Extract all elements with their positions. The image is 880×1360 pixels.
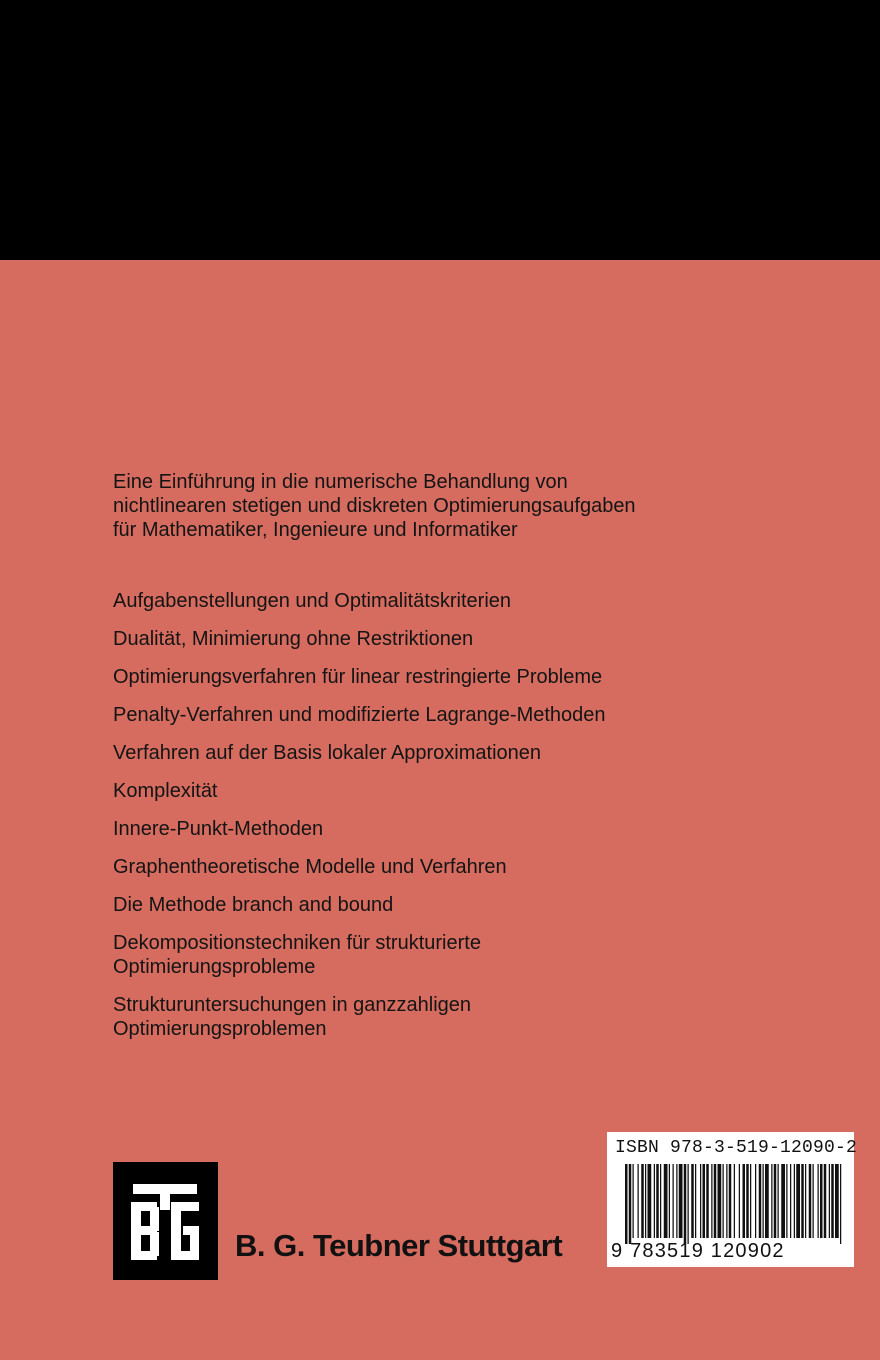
barcode-bar xyxy=(794,1164,795,1238)
barcode-bar xyxy=(676,1164,677,1238)
barcode-bar xyxy=(629,1164,632,1244)
barcode-bar xyxy=(771,1164,772,1238)
barcode-bar xyxy=(829,1164,830,1238)
barcode-bar xyxy=(796,1164,800,1238)
barcode-bar xyxy=(835,1164,839,1238)
intro-line: Eine Einführung in die numerische Behandlung von xyxy=(113,471,568,493)
topic-line: Verfahren auf der Basis lokaler Approximationen xyxy=(113,742,542,764)
barcode-bar xyxy=(654,1164,655,1238)
publisher-logo xyxy=(113,1162,218,1280)
barcode-bar xyxy=(679,1164,683,1238)
topic-item xyxy=(113,855,853,879)
barcode-bar xyxy=(824,1164,827,1238)
teubner-logo-icon xyxy=(113,1162,218,1280)
barcode-bar xyxy=(706,1164,709,1238)
intro-line: für Mathematiker, Ingenieure und Informatiker xyxy=(113,519,518,541)
topic-item xyxy=(113,741,853,765)
barcode-bar xyxy=(765,1164,769,1238)
barcode-bar xyxy=(648,1164,652,1238)
topic-item xyxy=(113,665,853,689)
barcode-bar xyxy=(739,1164,740,1238)
barcode-bar xyxy=(840,1164,841,1244)
barcode-bar xyxy=(660,1164,661,1238)
barcode-bar xyxy=(645,1164,646,1238)
topic-line: Penalty-Verfahren und modifizierte Lagrange-Methoden xyxy=(113,704,606,726)
barcode-bar xyxy=(695,1164,696,1238)
barcode-bar xyxy=(801,1164,804,1238)
barcode-bar xyxy=(755,1164,756,1238)
topic-line: Innere-Punkt-Methoden xyxy=(113,818,324,840)
barcode-bar xyxy=(625,1164,628,1244)
barcode-bar xyxy=(711,1164,712,1238)
barcode-bar xyxy=(726,1164,727,1238)
topic-item xyxy=(113,993,853,1041)
barcode-bar xyxy=(734,1164,735,1238)
barcode-bar xyxy=(778,1164,779,1238)
top-black-band xyxy=(0,0,880,260)
barcode-bar xyxy=(820,1164,823,1238)
barcode-bar xyxy=(774,1164,777,1238)
topic-item xyxy=(113,931,853,979)
barcode-bar xyxy=(684,1164,687,1244)
barcode-bar xyxy=(790,1164,791,1238)
barcode-bar xyxy=(743,1164,746,1238)
topic-item xyxy=(113,627,853,651)
topics-list xyxy=(113,589,853,1055)
barcode-bar xyxy=(786,1164,787,1238)
publisher-name: B. G. Teubner Stuttgart xyxy=(235,1228,563,1263)
barcode-digits: 9 783519 120902 xyxy=(611,1240,785,1262)
barcode-bar xyxy=(656,1164,659,1238)
intro-text xyxy=(113,470,853,542)
topic-item xyxy=(113,817,853,841)
barcode-bar xyxy=(750,1164,751,1238)
barcode-bar xyxy=(746,1164,749,1238)
barcode-bar xyxy=(723,1164,724,1238)
barcode-bar xyxy=(714,1164,717,1238)
barcode-bar xyxy=(664,1164,668,1238)
topic-line: Dekompositionstechniken für strukturierte xyxy=(113,932,481,954)
barcode-bar xyxy=(641,1164,644,1238)
topic-line: Optimierungsverfahren für linear restringierte Probleme xyxy=(113,666,603,688)
barcode-bar xyxy=(729,1164,732,1238)
topic-line: Dualität, Minimierung ohne Restriktionen xyxy=(113,628,474,650)
isbn-label: ISBN 978-3-519-12090-2 xyxy=(615,1138,858,1158)
barcode-bar xyxy=(673,1164,674,1238)
barcode-bar xyxy=(759,1164,762,1238)
barcode-bar xyxy=(831,1164,834,1238)
barcode-bar xyxy=(718,1164,722,1238)
barcode-bar xyxy=(638,1164,639,1238)
barcode-bar xyxy=(781,1164,785,1238)
topic-line: Graphentheoretische Modelle und Verfahren xyxy=(113,856,507,878)
barcode-bar xyxy=(763,1164,764,1238)
topic-line: Optimierungsprobleme xyxy=(113,956,316,978)
topic-item xyxy=(113,893,853,917)
barcode-bar xyxy=(700,1164,701,1238)
barcode-bar xyxy=(688,1164,689,1244)
topic-line: Strukturuntersuchungen in ganzzahligen xyxy=(113,994,472,1016)
topic-item xyxy=(113,779,853,803)
topic-line: Die Methode branch and bound xyxy=(113,894,394,916)
topic-line: Komplexität xyxy=(113,780,218,802)
barcode-bar xyxy=(818,1164,819,1238)
barcode-bar xyxy=(703,1164,706,1238)
barcode-bar xyxy=(691,1164,694,1238)
barcode-bar xyxy=(809,1164,812,1238)
intro-line: nichtlinearen stetigen und diskreten Optimierungsaufgaben xyxy=(113,495,636,517)
barcode-bar xyxy=(805,1164,806,1238)
topic-item xyxy=(113,589,853,613)
topic-line: Optimierungsproblemen xyxy=(113,1018,327,1040)
topic-item xyxy=(113,703,853,727)
barcode-bar xyxy=(633,1164,634,1238)
barcode-bar xyxy=(813,1164,814,1238)
isbn-barcode-box xyxy=(607,1132,858,1267)
topic-line: Aufgabenstellungen und Optimalitätskriterien xyxy=(113,590,512,612)
barcode-bar xyxy=(669,1164,670,1238)
